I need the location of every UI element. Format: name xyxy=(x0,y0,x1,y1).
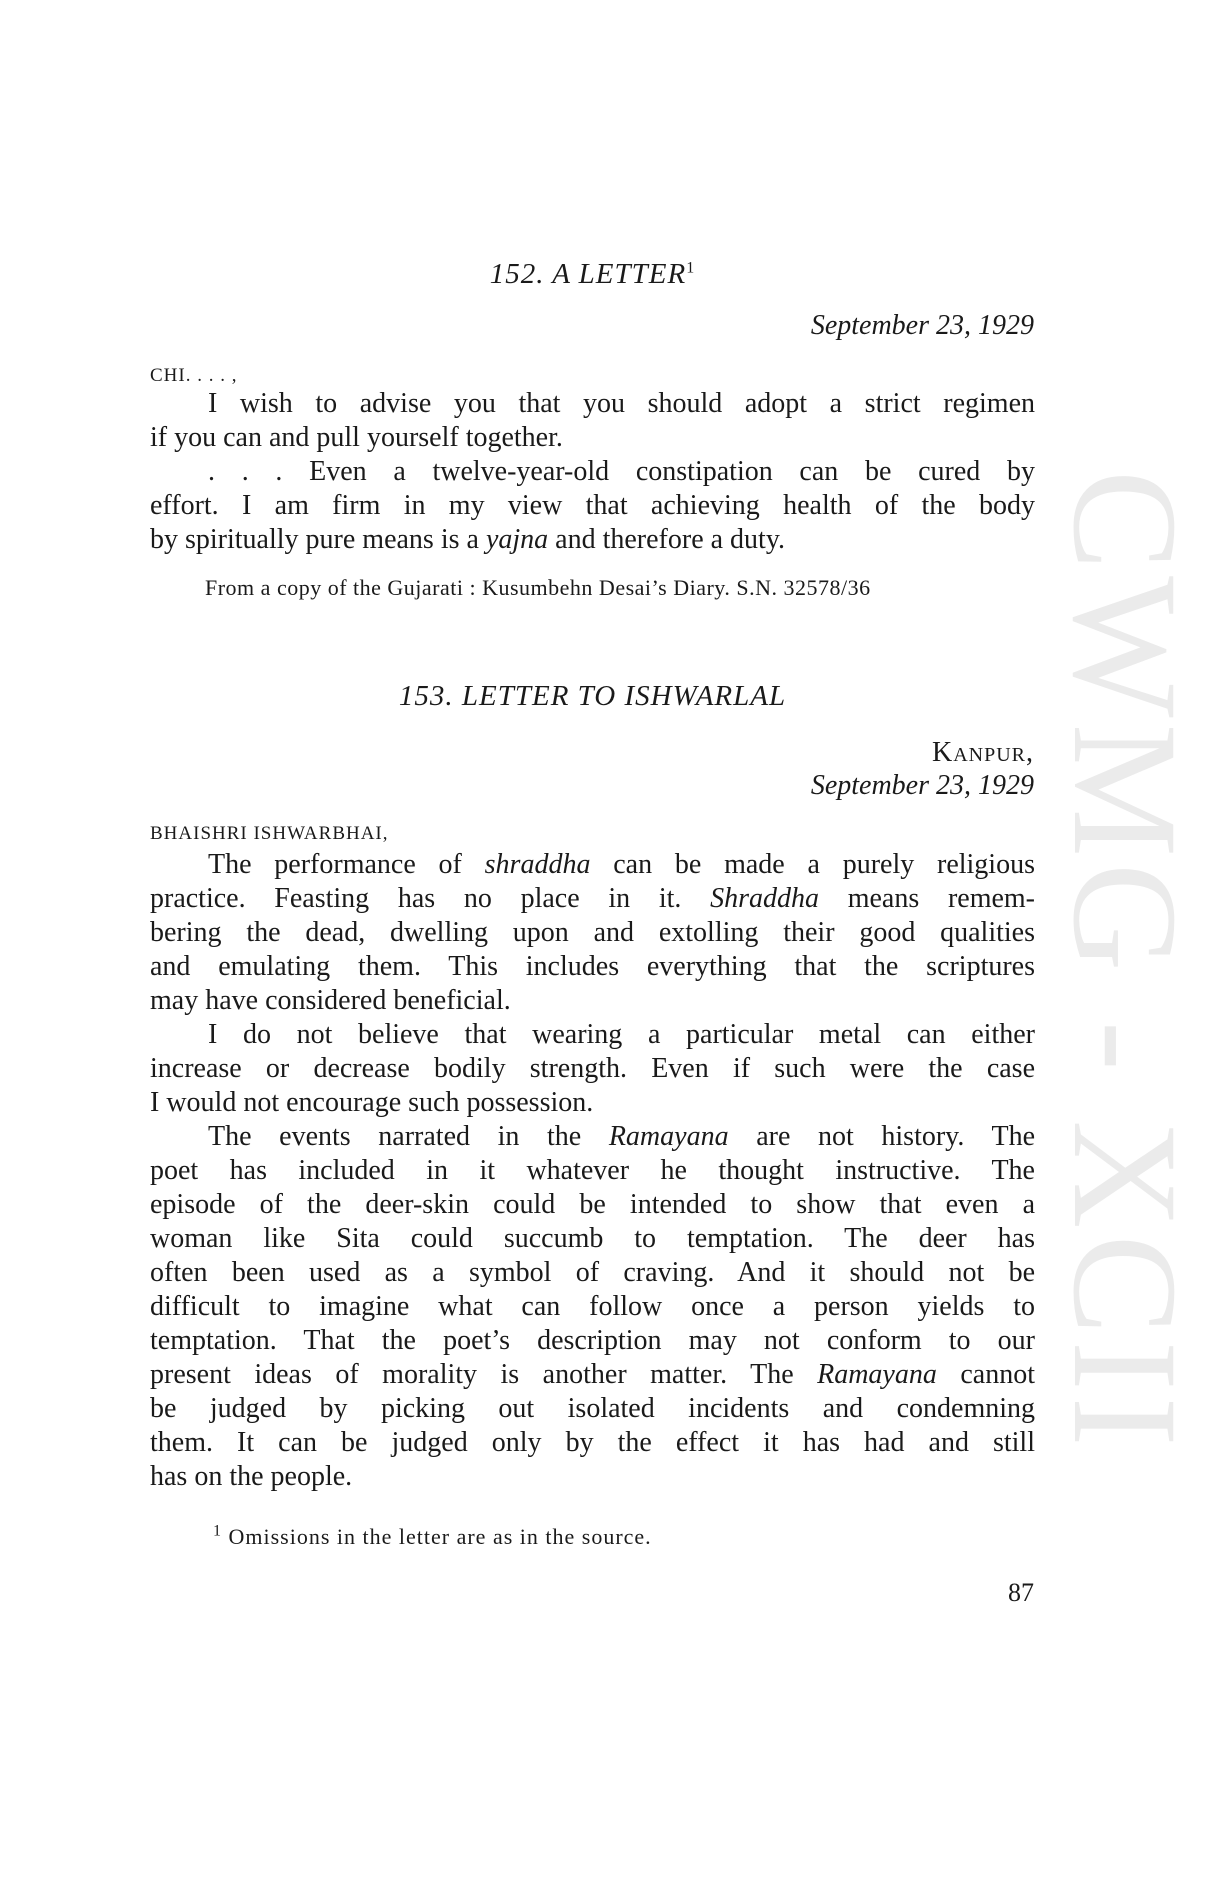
body-line: increase or decrease bodily strength. Even if such were the case xyxy=(150,1053,1035,1084)
body-line: them. It can be judged only by the effect it has had and still xyxy=(150,1427,1035,1458)
page-number: 87 xyxy=(1008,1578,1034,1607)
body-line: bering the dead, dwelling upon and extolling their good qualities xyxy=(150,917,1035,948)
body-line: I wish to advise you that you should adopt a strict regimen xyxy=(208,388,1035,419)
letter-153-salutation: BHAISHRI ISHWARBHAI, xyxy=(150,823,389,844)
letter-152-salutation: CHI. . . . , xyxy=(150,365,238,386)
body-line: may have considered beneficial. xyxy=(150,985,511,1016)
letter-152-date: September 23, 1929 xyxy=(810,310,1034,341)
body-line: The performance of shraddha can be made a purely religious xyxy=(208,849,1035,880)
letter-153-paragraph-3 xyxy=(150,1120,1035,1494)
body-line: has on the people. xyxy=(150,1461,353,1492)
body-line: . . . Even a twelve-year-old constipation can be cured by xyxy=(208,456,1035,487)
letter-153-paragraph-2 xyxy=(150,1018,1035,1120)
footnote-marker: 1 xyxy=(213,1522,222,1540)
footnote xyxy=(213,1524,652,1550)
watermark xyxy=(1015,470,1215,1470)
footnote-ref: 1 xyxy=(686,259,696,277)
letter-153-date: September 23, 1929 xyxy=(810,770,1034,801)
letter-152-body xyxy=(150,387,1035,557)
heading-text: 152. A LETTER xyxy=(489,258,687,290)
body-line: if you can and pull yourself together. xyxy=(150,422,563,453)
body-line: I would not encourage such possession. xyxy=(150,1087,594,1118)
body-line: I do not believe that wearing a particular metal can either xyxy=(208,1019,1035,1050)
body-line: woman like Sita could succumb to temptation. The deer has xyxy=(150,1223,1035,1254)
body-line: often been used as a symbol of craving. And it should not be xyxy=(150,1257,1035,1288)
body-line: poet has included in it whatever he thought instructive. The xyxy=(150,1155,1035,1186)
body-line: difficult to imagine what can follow once a person yields to xyxy=(150,1291,1035,1322)
body-line: by spiritually pure means is a yajna and therefore a duty. xyxy=(150,524,786,555)
body-line: The events narrated in the Ramayana are not history. The xyxy=(208,1121,1035,1152)
letter-153-place: Kanpur, xyxy=(931,737,1034,768)
body-line: and emulating them. This includes everything that the scriptures xyxy=(150,951,1035,982)
body-line: present ideas of morality is another matter. The Ramayana cannot xyxy=(150,1359,1035,1390)
body-line: practice. Feasting has no place in it. Shraddha means remem- xyxy=(150,883,1036,914)
body-line: temptation. That the poet’s description may not conform to our xyxy=(150,1325,1035,1356)
watermark-text: CWMG - XCII xyxy=(1042,470,1208,1453)
letter-152-source: From a copy of the Gujarati : Kusumbehn Desai’s Diary. S.N. 32578/36 xyxy=(205,575,871,600)
body-line: episode of the deer-skin could be intended to show that even a xyxy=(150,1189,1035,1220)
letter-153-heading: 153. LETTER TO ISHWARLAL xyxy=(398,680,787,712)
body-line: be judged by picking out isolated incidents and condemning xyxy=(150,1393,1035,1424)
letter-153-paragraph-1 xyxy=(150,848,1035,1018)
body-line: effort. I am firm in my view that achieving health of the body xyxy=(150,490,1035,521)
footnote-text: Omissions in the letter are as in the source. xyxy=(228,1524,652,1549)
letter-152-heading xyxy=(150,258,1035,291)
